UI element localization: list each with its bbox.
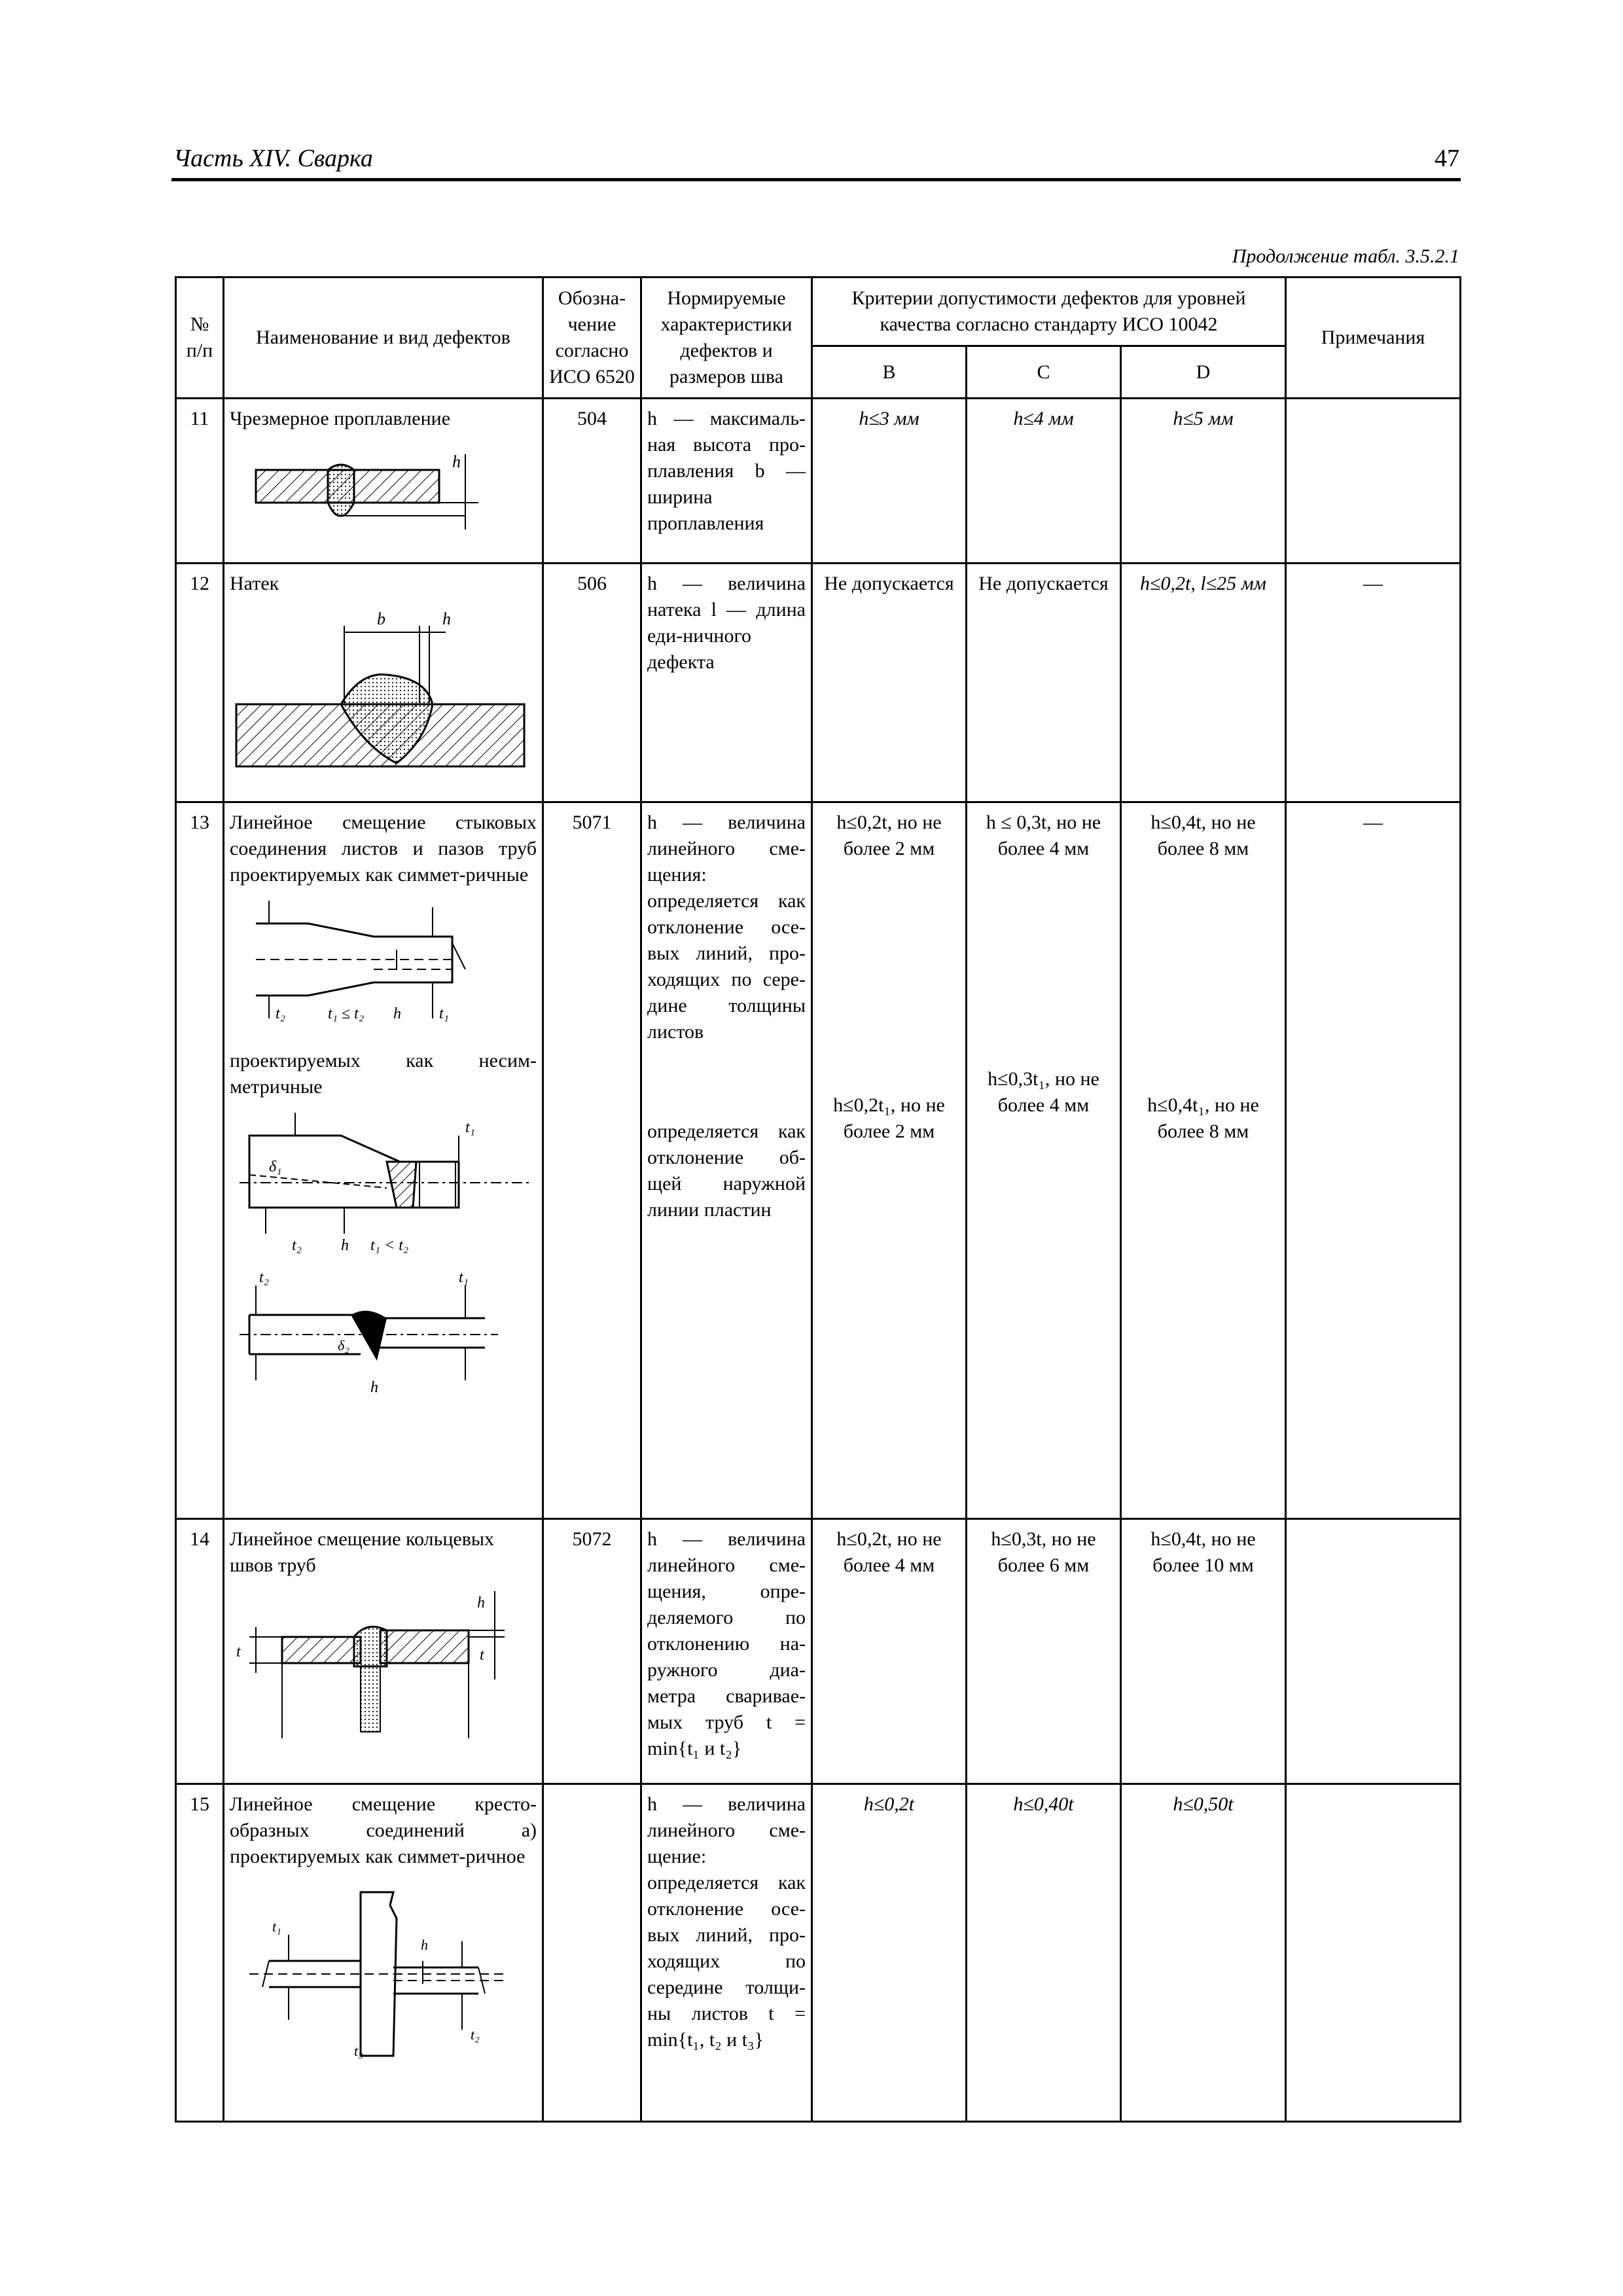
criteria-d: h≤0,4t, но не более 10 мм bbox=[1121, 1519, 1286, 1784]
running-header-left: Часть XIV. Сварка bbox=[173, 145, 373, 172]
criteria-d: h≤5 мм bbox=[1121, 399, 1286, 564]
col-header-designation: Обозна-чение согласно ИСО 6520 bbox=[543, 278, 641, 399]
notes-cell bbox=[1286, 1784, 1461, 2122]
col-header-level-c: C bbox=[967, 346, 1121, 399]
defect-characteristics: h — величина линейного сме-щение: определяется как отклонение осе-вых линий, про-ходящих по середине толщи-ны листов t = min{t₁, t₂ и t₃} bbox=[641, 1784, 812, 2122]
asymmetric-misalignment-figure bbox=[230, 1109, 537, 1260]
defect-characteristics: h — величина натека l — длина еди-ничного дефекта bbox=[641, 564, 812, 802]
col-header-level-d: D bbox=[1121, 346, 1286, 399]
fig-label-t1: t₁ bbox=[459, 1269, 469, 1286]
defect-name: Линейное смещение кресто-образных соединений а) проектируемых как симмет-ричное bbox=[230, 1793, 537, 1867]
fig-label-t3: t₃ bbox=[354, 2043, 363, 2059]
fig-label-h: h bbox=[421, 1937, 428, 1953]
notes-cell bbox=[1286, 399, 1461, 564]
defect-code bbox=[543, 1784, 641, 2122]
criteria-b: h≤0,2t, но не более 4 мм bbox=[812, 1519, 967, 1784]
fig-label-t1: t₁ bbox=[439, 1005, 450, 1022]
defect-code: 504 bbox=[543, 399, 641, 564]
col-header-name: Наименование и вид дефектов bbox=[224, 278, 543, 399]
row-name-cell bbox=[224, 1784, 543, 2122]
defect-name: Натек bbox=[230, 573, 279, 594]
fig-label-t2: t₂ bbox=[292, 1237, 302, 1254]
fig-label-t: t bbox=[236, 1643, 241, 1660]
fig-label-delta2: δ₂ bbox=[338, 1337, 349, 1354]
table-row bbox=[176, 1519, 1461, 1784]
excess-penetration-figure bbox=[230, 441, 537, 533]
fig-label-h: h bbox=[442, 609, 451, 628]
fig-label-t2: t₂ bbox=[471, 2026, 480, 2043]
fig-label-t1: t₁ bbox=[465, 1119, 476, 1136]
criteria-b: h≤0,2t bbox=[812, 1784, 967, 2122]
row-num: 12 bbox=[176, 564, 224, 802]
fig-label-t-right: t bbox=[480, 1647, 484, 1664]
col-header-characteristics: Нормируемые характеристики дефектов и размеров шва bbox=[641, 278, 812, 399]
table-row bbox=[176, 399, 1461, 564]
table-continuation-caption: Продолжение табл. 3.5.2.1 bbox=[1232, 245, 1459, 267]
fig-label-h: h bbox=[370, 1379, 378, 1396]
row-num: 14 bbox=[176, 1519, 224, 1784]
fig-label-t2: t₂ bbox=[276, 1005, 286, 1022]
fig-label-relation: t₁ ≤ t₂ bbox=[328, 1005, 365, 1022]
row-num: 11 bbox=[176, 399, 224, 564]
fig-label-b: b bbox=[377, 609, 385, 628]
pipe-misalignment-figure bbox=[230, 1588, 537, 1745]
defect-code: 5071 bbox=[543, 802, 641, 1519]
fig-label-t2: t₂ bbox=[259, 1269, 270, 1286]
criteria-d: h≤0,4t, но не более 8 мм h≤0,4t₁, но не более 8 мм bbox=[1121, 802, 1286, 1519]
row-num: 15 bbox=[176, 1784, 224, 2122]
fig-label-h: h bbox=[477, 1594, 485, 1611]
defect-name: Линейное смещение стыковых соединения листов и пазов труб проектируемых как симмет-ричные bbox=[230, 812, 537, 886]
defect-characteristics: h — максималь-ная высота про-плавления b — ширина проплавления bbox=[641, 399, 812, 564]
col-header-num: № п/п bbox=[176, 278, 224, 399]
defect-characteristics: h — величина линейного сме-щения: определяется как отклонение осе-вых линий, про-ходящих по сере-дине толщины листов определяется как отклонение об-щей наружной линии пластин bbox=[641, 802, 812, 1519]
criteria-d: h≤0,2t, l≤25 мм bbox=[1121, 564, 1286, 802]
criteria-c: h ≤ 0,3t, но не более 4 мм h≤0,3t₁, но не более 4 мм bbox=[967, 802, 1121, 1519]
defect-code: 5072 bbox=[543, 1519, 641, 1784]
overlap-figure bbox=[230, 606, 537, 789]
asymmetric-misalignment-figure-2 bbox=[230, 1269, 537, 1400]
table-row bbox=[176, 802, 1461, 1519]
notes-cell: — bbox=[1286, 802, 1461, 1519]
fig-label-delta1: δ₁ bbox=[269, 1158, 282, 1175]
defect-name: Линейное смещение кольцевых швов труб bbox=[230, 1528, 495, 1576]
defect-subcharacteristics: определяется как отклонение об-щей наружной линии пластин bbox=[647, 1121, 806, 1221]
criteria-d: h≤0,50t bbox=[1121, 1784, 1286, 2122]
table-row bbox=[176, 1784, 1461, 2122]
row-num: 13 bbox=[176, 802, 224, 1519]
col-header-level-b: B bbox=[812, 346, 967, 399]
col-header-criteria: Критерии допустимости дефектов для уровней качества согласно стандарту ИСО 10042 bbox=[812, 278, 1286, 346]
criteria-c: Не допускается bbox=[967, 564, 1121, 802]
row-name-cell bbox=[224, 1519, 543, 1784]
fig-label-relation: t₁ < t₂ bbox=[370, 1237, 409, 1254]
fig-label-h: h bbox=[393, 1005, 401, 1022]
table-row bbox=[176, 564, 1461, 802]
page-number: 47 bbox=[1435, 145, 1459, 172]
header-rule bbox=[171, 178, 1461, 181]
criteria-c: h≤4 мм bbox=[967, 399, 1121, 564]
fig-label-t1: t₁ bbox=[272, 1918, 281, 1935]
defects-table bbox=[175, 276, 1461, 2123]
criteria-b: h≤3 мм bbox=[812, 399, 967, 564]
symmetric-misalignment-figure bbox=[230, 897, 537, 1028]
defect-subname: проектируемых как несим-метричные bbox=[230, 1050, 537, 1098]
defect-characteristics: h — величина линейного сме-щения, опре-деляемого по отклонению на-ружного диа-метра свариваe-мых труб t = min{t₁ и t₂} bbox=[641, 1519, 812, 1784]
criteria-b: Не допускается bbox=[812, 564, 967, 802]
notes-cell: — bbox=[1286, 564, 1461, 802]
col-header-notes: Примечания bbox=[1286, 278, 1461, 399]
fig-label-h: h bbox=[341, 1237, 349, 1254]
criteria-b: h≤0,2t, но не более 2 мм h≤0,2t₁, но не более 2 мм bbox=[812, 802, 967, 1519]
criteria-c: h≤0,40t bbox=[967, 1784, 1121, 2122]
row-name-cell bbox=[224, 802, 543, 1519]
defect-name: Чрезмерное проплавление bbox=[230, 408, 451, 429]
notes-cell bbox=[1286, 1519, 1461, 1784]
cruciform-misalignment-figure bbox=[230, 1879, 537, 2062]
defect-code: 506 bbox=[543, 564, 641, 802]
fig-label-h: h bbox=[452, 452, 461, 471]
criteria-c: h≤0,3t, но не более 6 мм bbox=[967, 1519, 1121, 1784]
row-name-cell bbox=[224, 399, 543, 564]
row-name-cell bbox=[224, 564, 543, 802]
